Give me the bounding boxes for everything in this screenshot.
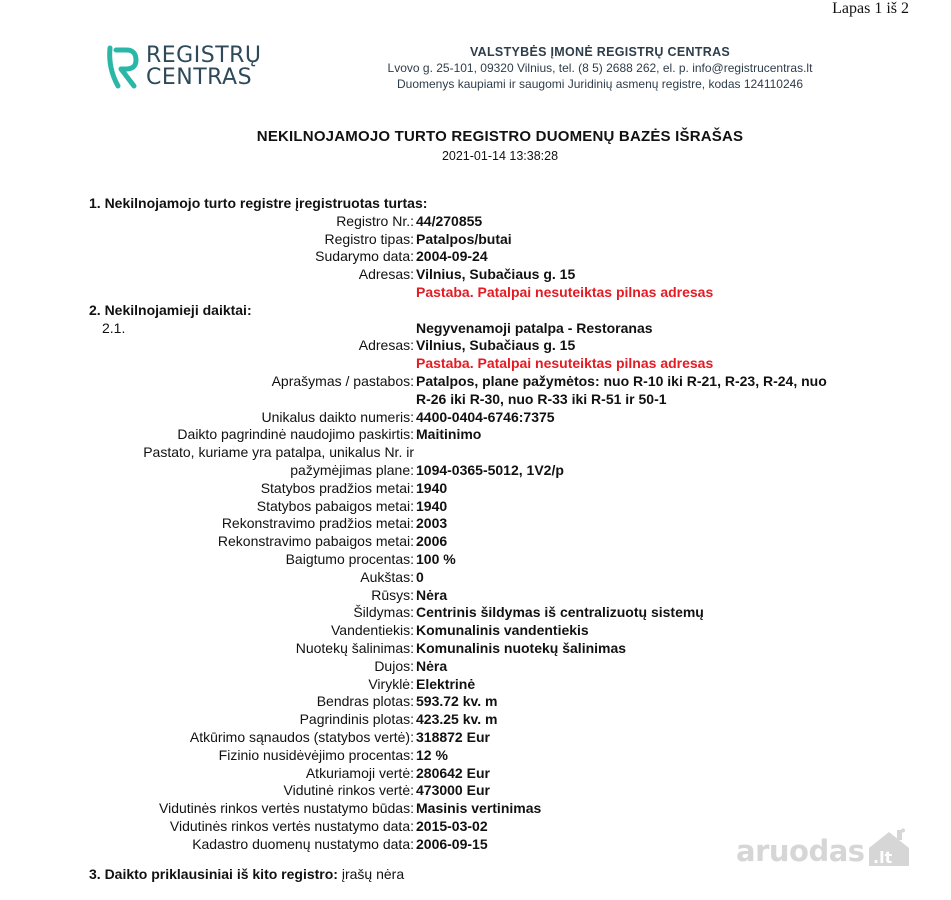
watermark-house-icon <box>867 828 911 868</box>
field-value: Nėra <box>416 586 448 603</box>
field-label: Fizinio nusidėvėjimo procentas: <box>218 746 414 763</box>
s2-row <box>0 462 951 480</box>
s2-row <box>0 551 951 569</box>
field-label: pažymėjimas plane: <box>290 461 414 478</box>
field-value: Patalpos, plane pažymėtos: nuo R-10 iki R-21, R-23, R-24, nuo <box>416 372 827 389</box>
s1-row <box>0 266 951 284</box>
field-value: 44/270855 <box>416 212 483 229</box>
field-value: 2015-03-02 <box>416 817 488 834</box>
s2-row <box>0 676 951 694</box>
field-value: 280642 Eur <box>416 764 490 781</box>
s2-row <box>0 765 951 783</box>
field-label: Adresas: <box>358 266 414 283</box>
field-label: Statybos pradžios metai: <box>260 479 414 496</box>
s2-row <box>0 391 951 409</box>
field-label <box>0 391 414 409</box>
field-label: Vidutinės rinkos vertės nustatymo būdas: <box>159 800 414 817</box>
field-value: Maitinimo <box>416 426 482 443</box>
section-2-rows <box>0 337 951 853</box>
field-label: Registro Nr.: <box>336 212 414 229</box>
field-value: 1940 <box>416 479 448 496</box>
field-value: 2006 <box>416 533 448 550</box>
org-register: Duomenys kaupiami ir saugomi Juridinių asmenų registre, kodas 124110246 <box>397 77 803 91</box>
field-label: Rekonstravimo pabaigos metai: <box>217 533 414 550</box>
field-value: Komunalinis vandentiekis <box>416 622 589 639</box>
field-value: 473000 Eur <box>416 782 490 799</box>
s2-row <box>0 747 951 765</box>
field-label: Pagrindinis plotas: <box>299 711 414 728</box>
field-label: Dujos: <box>374 657 414 674</box>
s2-row <box>0 373 951 391</box>
s2-row <box>0 782 951 800</box>
field-value: 2003 <box>416 515 448 532</box>
field-value: 2004-09-24 <box>416 248 488 265</box>
field-value: Elektrinė <box>416 675 476 692</box>
field-value: 12 % <box>416 746 448 763</box>
watermark-suffix: .lt <box>872 848 892 867</box>
s2-row <box>0 498 951 516</box>
s2-row <box>0 569 951 587</box>
address-note: Pastaba. Patalpai nesuteiktas pilnas adresas <box>416 283 714 300</box>
item-number: 2.1. <box>102 319 126 336</box>
field-label: Atkūrimo sąnaudos (statybos vertė): <box>189 728 414 745</box>
field-value: 2006-09-15 <box>416 835 488 852</box>
field-label: Unikalus daikto numeris: <box>261 408 414 425</box>
field-label: Aukštas: <box>360 568 414 585</box>
field-label: Daikto pagrindinė naudojimo paskirtis: <box>177 426 414 443</box>
item-header-row <box>0 320 951 338</box>
field-value: 1094-0365-5012, 1V2/p <box>416 461 564 478</box>
address-note: Pastaba. Patalpai nesuteiktas pilnas adresas <box>416 355 714 372</box>
section-2-heading: 2. Nekilnojamieji daiktai: <box>89 301 252 318</box>
aruodas-watermark <box>736 828 911 868</box>
s1-row <box>0 248 951 266</box>
field-label: Adresas: <box>358 337 414 354</box>
page-counter: Lapas 1 iš 2 <box>832 0 909 17</box>
registru-centras-logo <box>104 42 262 92</box>
document-title: NEKILNOJAMOJO TURTO REGISTRO DUOMENŲ BAZĖS IŠRAŠAS <box>256 128 744 145</box>
org-address: Lvovo g. 25-101, 09320 Vilnius, tel. (8 5) 2688 262, el. p. info@registrucentras.lt <box>387 61 813 75</box>
field-label: Vidutinė rinkos vertė: <box>283 782 414 799</box>
watermark-text: aruodas <box>736 834 865 868</box>
section-3-line <box>89 866 404 882</box>
field-value: 1940 <box>416 497 448 514</box>
rc-logo-icon <box>104 42 142 92</box>
s2-row <box>0 729 951 747</box>
s2-row <box>0 444 951 462</box>
s2-row <box>0 533 951 551</box>
field-label: Registro tipas: <box>324 230 414 247</box>
field-label: Šildymas: <box>353 604 414 621</box>
s1-row <box>0 231 951 249</box>
document-body <box>0 195 951 853</box>
field-value: R-26 iki R-30, nuo R-33 iki R-51 ir 50-1 <box>416 390 667 407</box>
field-value: Nėra <box>416 657 448 674</box>
field-value: 0 <box>416 568 424 585</box>
s2-row <box>0 693 951 711</box>
logo-line-2: CENTRAS <box>146 65 253 90</box>
s2-row <box>0 337 951 355</box>
field-value: 318872 Eur <box>416 728 490 745</box>
field-value: 4400-0404-6746:7375 <box>416 408 555 425</box>
s1-row <box>0 213 951 231</box>
logo-line-1: REGISTRŲ <box>146 43 262 68</box>
field-value: Vilnius, Subačiaus g. 15 <box>416 337 576 354</box>
field-label <box>0 355 414 373</box>
field-label: Sudarymo data: <box>315 248 414 265</box>
s1-row <box>0 284 951 302</box>
s2-row <box>0 711 951 729</box>
document-date: 2021-01-14 13:38:28 <box>441 149 559 163</box>
organization-header <box>340 44 860 92</box>
section-1-heading: 1. Nekilnojamojo turto registre įregistruotas turtas: <box>89 195 428 211</box>
field-label: Kadastro duomenų nustatymo data: <box>192 835 414 852</box>
field-value: Masinis vertinimas <box>416 800 542 817</box>
field-label: Bendras plotas: <box>316 693 414 710</box>
field-label: Vandentiekis: <box>330 622 414 639</box>
field-label: Aprašymas / pastabos: <box>271 372 414 389</box>
item-title: Negyvenamoji patalpa - Restoranas <box>416 319 653 336</box>
field-value: Patalpos/butai <box>416 230 512 247</box>
field-value: Centrinis šildymas iš centralizuotų sistemų <box>416 604 704 621</box>
s2-row <box>0 480 951 498</box>
s2-row <box>0 658 951 676</box>
section-3-value: įrašų nėra <box>341 866 405 882</box>
field-value: 100 % <box>416 550 456 567</box>
field-label: Baigtumo procentas: <box>285 550 414 567</box>
section-3-heading: 3. Daikto priklausiniai iš kito registro: <box>89 866 338 882</box>
field-value: Komunalinis nuotekų šalinimas <box>416 639 627 656</box>
s2-row <box>0 800 951 818</box>
s2-row <box>0 622 951 640</box>
field-label <box>0 284 414 302</box>
s2-row <box>0 355 951 373</box>
field-label: Atkuriamoji vertė: <box>305 764 414 781</box>
section-1-rows <box>0 213 951 302</box>
field-value: 423.25 kv. m <box>416 711 498 728</box>
s2-row <box>0 604 951 622</box>
field-label: Pastato, kuriame yra patalpa, unikalus Nr. ir <box>143 444 414 461</box>
s2-row <box>0 409 951 427</box>
field-value <box>414 444 906 462</box>
s2-row <box>0 515 951 533</box>
s2-row <box>0 640 951 658</box>
field-label: Vidutinės rinkos vertės nustatymo data: <box>169 817 414 834</box>
org-name: VALSTYBĖS ĮMONĖ REGISTRŲ CENTRAS <box>469 45 731 59</box>
field-label: Nuotekų šalinimas: <box>295 639 414 656</box>
field-value: 593.72 kv. m <box>416 693 498 710</box>
field-label: Statybos pabaigos metai: <box>256 497 414 514</box>
field-label: Viryklė: <box>368 675 414 692</box>
field-label: Rūsys: <box>371 586 414 603</box>
field-value: Vilnius, Subačiaus g. 15 <box>416 266 576 283</box>
field-label: Rekonstravimo pradžios metai: <box>221 515 414 532</box>
s2-row <box>0 426 951 444</box>
s2-row <box>0 587 951 605</box>
